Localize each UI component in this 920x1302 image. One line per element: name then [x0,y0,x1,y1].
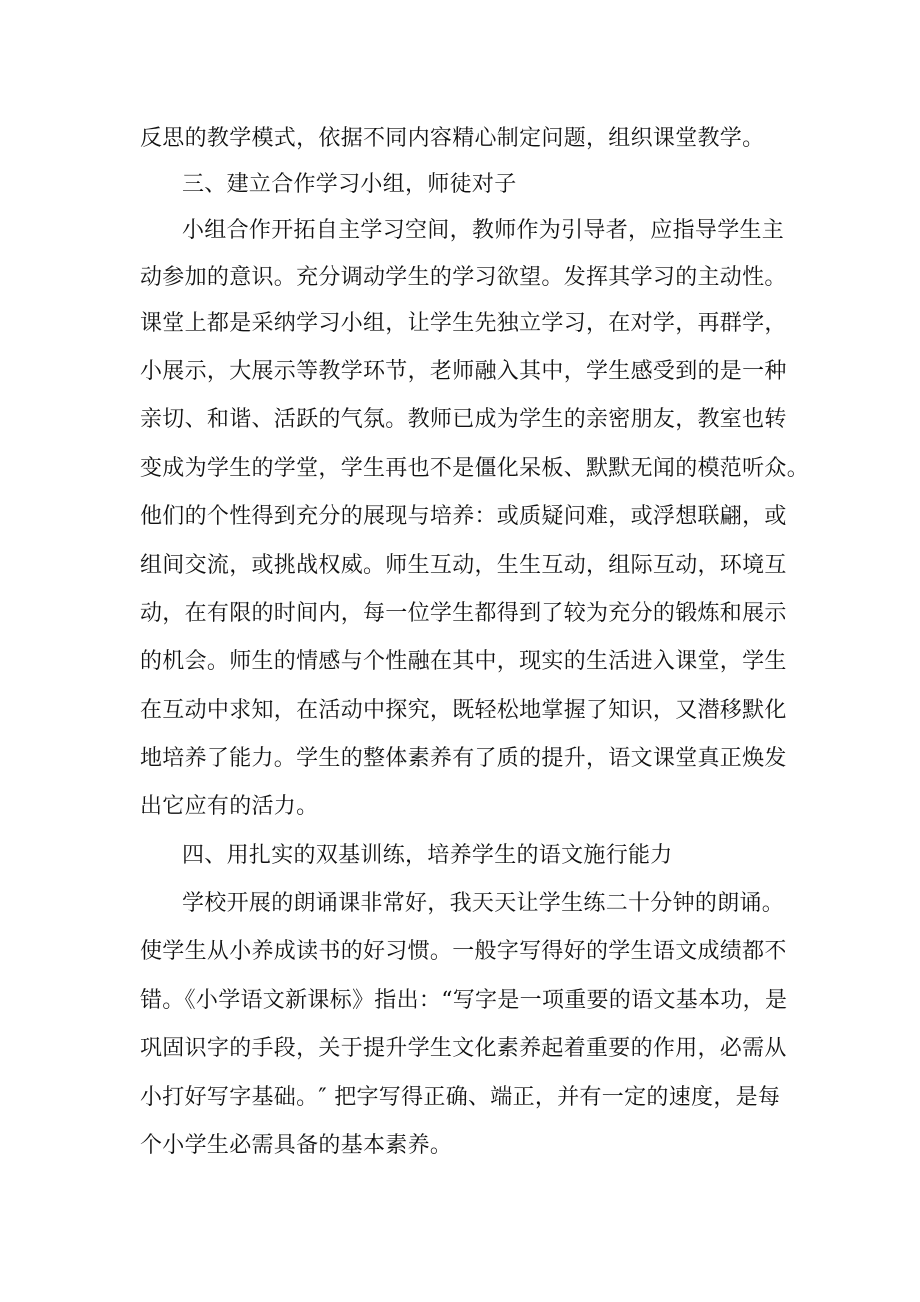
paragraph-line: 地培养了能力。学生的整体素养有了质的提升，语文课堂真正焕发 [140,746,787,771]
paragraph-line: 小展示，大展示等教学环节，老师融入其中，学生感受到的是一种 [140,359,787,384]
paragraph-line: 错。《小学语文新课标》指出：“写字是一项重要的语文基本功，是 [140,988,788,1013]
paragraph-line: 亲切、和谐、活跃的气氛。教师已成为学生的亲密朋友，教室也转 [140,407,787,432]
section-heading-4: 四、用扎实的双基训练，培养学生的语文施行能力 [182,843,673,868]
paragraph-line: 个小学生必需具备的基本素养。 [140,1133,453,1158]
paragraph-line: 小打好写字基础。″ 把字写得正确、端正，并有一定的速度，是每 [140,1085,781,1110]
paragraph-line: 课堂上都是采纳学习小组，让学生先独立学习，在对学，再群学， [140,311,787,336]
paragraph-line: 变成为学生的学堂，学生再也不是僵化呆板、默默无闻的模范听众。 [140,456,810,481]
section-heading-3: 三、建立合作学习小组，师徒对子 [182,172,517,197]
paragraph-line: 反思的教学模式，依据不同内容精心制定问题，组织课堂教学。 [140,126,765,151]
paragraph-line: 巩固识字的手段，关于提升学生文化素养起着重要的作用，必需从 [140,1036,787,1061]
paragraph-line: 出它应有的活力。 [140,794,319,819]
paragraph-line: 动参加的意识。充分调动学生的学习欲望。发挥其学习的主动性。 [140,265,787,290]
paragraph-line: 动，在有限的时间内，每一位学生都得到了较为充分的锻炼和展示 [140,601,787,626]
paragraph-line: 在互动中求知，在活动中探究，既轻松地掌握了知识，又潜移默化 [140,698,787,723]
paragraph-line: 学校开展的朗诵课非常好，我天天让学生练二十分钟的朗诵。 [182,891,785,916]
paragraph-line: 他们的个性得到充分的展现与培养：或质疑问难，或浮想联翩，或 [140,504,787,529]
paragraph-line: 的机会。师生的情感与个性融在其中，现实的生活进入课堂，学生 [140,649,787,674]
paragraph-line: 小组合作开拓自主学习空间，教师作为引导者，应指导学生主 [182,218,785,243]
paragraph-line: 组间交流，或挑战权威。师生互动，生生互动，组际互动，环境互 [140,553,787,578]
paragraph-line: 使学生从小养成读书的好习惯。一般字写得好的学生语文成绩都不 [140,939,787,964]
